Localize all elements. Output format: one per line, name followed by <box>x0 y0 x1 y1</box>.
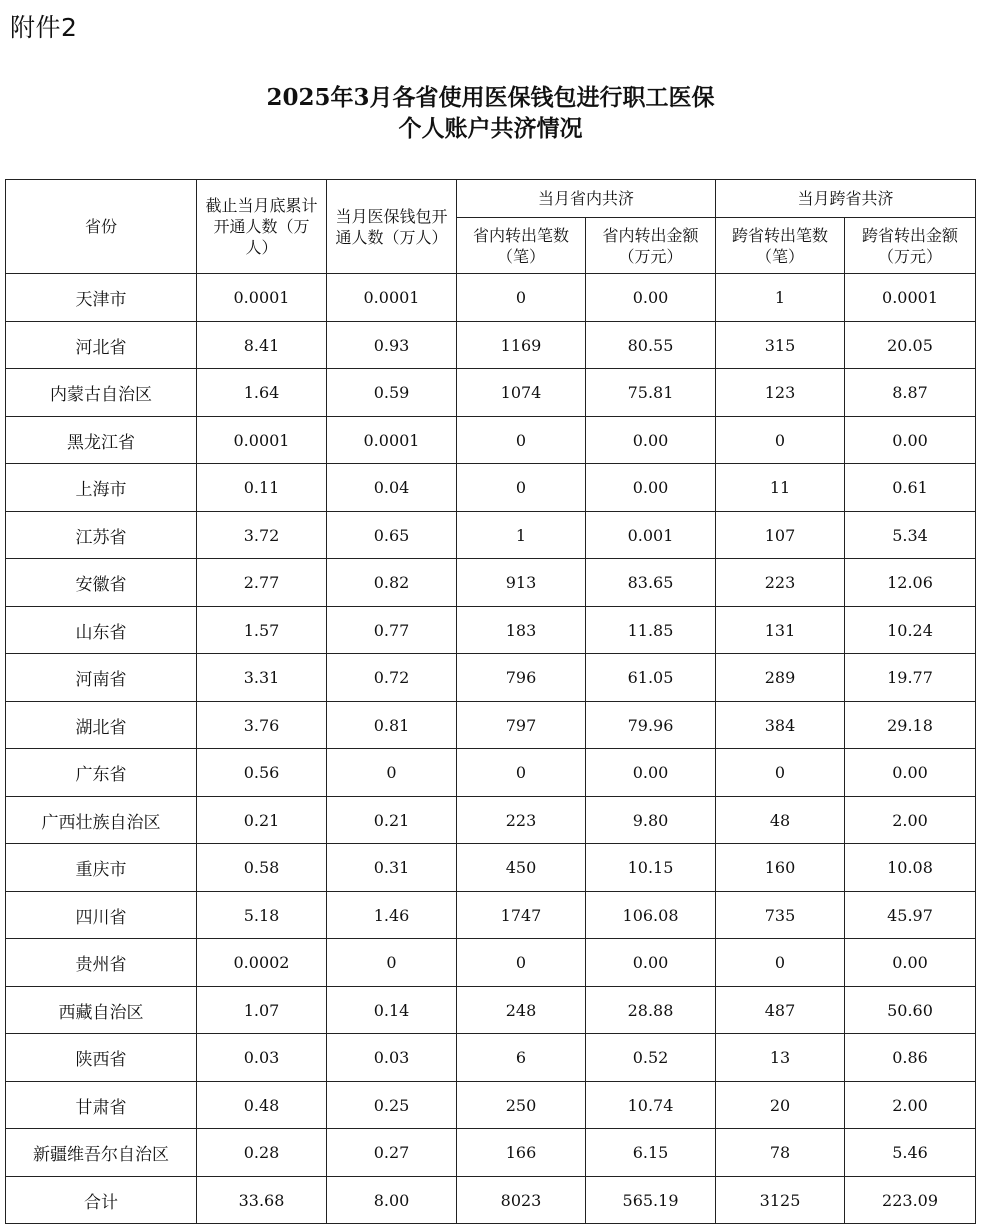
cell-cumulative: 0.11 <box>197 464 327 512</box>
cell-intra-count: 1 <box>457 512 586 559</box>
cell-intra-amount: 0.001 <box>586 512 716 559</box>
cell-monthly: 0 <box>327 939 457 987</box>
cell-intra-count: 183 <box>457 607 586 654</box>
table-row <box>6 369 976 417</box>
cell-monthly: 0.65 <box>327 512 457 559</box>
cell-cumulative: 2.77 <box>197 559 327 607</box>
cell-cumulative: 0.03 <box>197 1034 327 1082</box>
cell-cumulative: 0.21 <box>197 797 327 844</box>
cell-inter-amount: 5.34 <box>845 512 976 559</box>
table-row <box>6 654 976 702</box>
cell-province: 河南省 <box>6 654 197 702</box>
header-cumulative: 截止当月底累计开通人数（万人） <box>197 180 327 274</box>
cell-intra-count: 0 <box>457 939 586 987</box>
cell-intra-amount: 79.96 <box>586 702 716 749</box>
cell-intra-amount: 80.55 <box>586 322 716 369</box>
cell-cumulative: 3.72 <box>197 512 327 559</box>
cell-inter-amount: 12.06 <box>845 559 976 607</box>
cell-intra-amount: 10.74 <box>586 1082 716 1129</box>
cell-cumulative: 0.48 <box>197 1082 327 1129</box>
table-body <box>6 274 976 1224</box>
cell-intra-amount: 565.19 <box>586 1177 716 1224</box>
table-row <box>6 1082 976 1129</box>
header-inter-group: 当月跨省共济 <box>716 180 976 218</box>
cell-cumulative: 3.76 <box>197 702 327 749</box>
cell-cumulative: 3.31 <box>197 654 327 702</box>
cell-cumulative: 0.0002 <box>197 939 327 987</box>
cell-inter-count: 3125 <box>716 1177 845 1224</box>
table-row <box>6 987 976 1034</box>
header-intra-count: 省内转出笔数（笔） <box>457 218 586 274</box>
table-row <box>6 607 976 654</box>
cell-intra-count: 6 <box>457 1034 586 1082</box>
cell-inter-count: 13 <box>716 1034 845 1082</box>
cell-inter-amount: 29.18 <box>845 702 976 749</box>
cell-inter-amount: 10.08 <box>845 844 976 892</box>
cell-province: 甘肃省 <box>6 1082 197 1129</box>
cell-province: 上海市 <box>6 464 197 512</box>
cell-province: 广东省 <box>6 749 197 797</box>
cell-province: 山东省 <box>6 607 197 654</box>
cell-intra-count: 0 <box>457 464 586 512</box>
table-row <box>6 1129 976 1177</box>
header-monthly: 当月医保钱包开通人数（万人） <box>327 180 457 274</box>
cell-monthly: 0.59 <box>327 369 457 417</box>
cell-inter-amount: 0.00 <box>845 939 976 987</box>
cell-cumulative: 1.07 <box>197 987 327 1034</box>
cell-intra-amount: 0.00 <box>586 464 716 512</box>
cell-intra-count: 8023 <box>457 1177 586 1224</box>
cell-inter-amount: 20.05 <box>845 322 976 369</box>
cell-inter-count: 315 <box>716 322 845 369</box>
cell-inter-amount: 10.24 <box>845 607 976 654</box>
cell-inter-count: 160 <box>716 844 845 892</box>
cell-monthly: 0 <box>327 749 457 797</box>
cell-intra-count: 913 <box>457 559 586 607</box>
cell-province: 安徽省 <box>6 559 197 607</box>
document-title-line2: 个人账户共济情况 <box>398 115 583 142</box>
cell-inter-count: 1 <box>716 274 845 322</box>
cell-province: 新疆维吾尔自治区 <box>6 1129 197 1177</box>
cell-cumulative: 0.0001 <box>197 417 327 464</box>
table-row <box>6 1177 976 1224</box>
cell-inter-amount: 45.97 <box>845 892 976 939</box>
cell-inter-amount: 0.0001 <box>845 274 976 322</box>
table-row <box>6 892 976 939</box>
cell-inter-amount: 50.60 <box>845 987 976 1034</box>
cell-monthly: 0.0001 <box>327 274 457 322</box>
cell-inter-count: 735 <box>716 892 845 939</box>
cell-inter-count: 223 <box>716 559 845 607</box>
document-title-line1: 2025年3月各省使用医保钱包进行职工医保 <box>266 84 715 111</box>
cell-intra-amount: 75.81 <box>586 369 716 417</box>
cell-intra-count: 223 <box>457 797 586 844</box>
cell-monthly: 0.25 <box>327 1082 457 1129</box>
header-intra-group: 当月省内共济 <box>457 180 716 218</box>
table-row <box>6 939 976 987</box>
cell-monthly: 0.0001 <box>327 417 457 464</box>
table-row <box>6 464 976 512</box>
cell-province: 湖北省 <box>6 702 197 749</box>
cell-intra-amount: 0.00 <box>586 939 716 987</box>
cell-intra-count: 1169 <box>457 322 586 369</box>
cell-monthly: 0.77 <box>327 607 457 654</box>
cell-province: 黑龙江省 <box>6 417 197 464</box>
cell-intra-amount: 0.52 <box>586 1034 716 1082</box>
cell-monthly: 0.27 <box>327 1129 457 1177</box>
cell-cumulative: 0.58 <box>197 844 327 892</box>
cell-monthly: 0.21 <box>327 797 457 844</box>
attachment-label: 附件2 <box>10 13 78 42</box>
cell-intra-amount: 61.05 <box>586 654 716 702</box>
cell-inter-count: 289 <box>716 654 845 702</box>
cell-inter-count: 384 <box>716 702 845 749</box>
cell-inter-count: 107 <box>716 512 845 559</box>
cell-province: 西藏自治区 <box>6 987 197 1034</box>
cell-province: 河北省 <box>6 322 197 369</box>
cell-inter-count: 48 <box>716 797 845 844</box>
cell-intra-count: 797 <box>457 702 586 749</box>
header-inter-count: 跨省转出笔数（笔） <box>716 218 845 274</box>
cell-intra-count: 250 <box>457 1082 586 1129</box>
cell-intra-count: 0 <box>457 274 586 322</box>
cell-intra-amount: 10.15 <box>586 844 716 892</box>
cell-monthly: 1.46 <box>327 892 457 939</box>
cell-monthly: 0.31 <box>327 844 457 892</box>
cell-province: 合计 <box>6 1177 197 1224</box>
table-row <box>6 559 976 607</box>
cell-intra-amount: 6.15 <box>586 1129 716 1177</box>
cell-cumulative: 5.18 <box>197 892 327 939</box>
cell-inter-amount: 0.61 <box>845 464 976 512</box>
cell-province: 天津市 <box>6 274 197 322</box>
cell-intra-count: 450 <box>457 844 586 892</box>
cell-inter-count: 0 <box>716 749 845 797</box>
cell-inter-amount: 8.87 <box>845 369 976 417</box>
cell-intra-amount: 0.00 <box>586 274 716 322</box>
cell-monthly: 0.81 <box>327 702 457 749</box>
table-row <box>6 797 976 844</box>
cell-cumulative: 8.41 <box>197 322 327 369</box>
cell-inter-amount: 223.09 <box>845 1177 976 1224</box>
cell-intra-count: 166 <box>457 1129 586 1177</box>
cell-inter-amount: 2.00 <box>845 1082 976 1129</box>
cell-province: 广西壮族自治区 <box>6 797 197 844</box>
cell-cumulative: 0.0001 <box>197 274 327 322</box>
cell-inter-count: 78 <box>716 1129 845 1177</box>
table-row <box>6 1034 976 1082</box>
cell-intra-count: 1074 <box>457 369 586 417</box>
cell-inter-amount: 0.00 <box>845 749 976 797</box>
cell-intra-count: 0 <box>457 417 586 464</box>
cell-province: 重庆市 <box>6 844 197 892</box>
cell-intra-count: 0 <box>457 749 586 797</box>
cell-province: 内蒙古自治区 <box>6 369 197 417</box>
cell-cumulative: 33.68 <box>197 1177 327 1224</box>
cell-intra-count: 1747 <box>457 892 586 939</box>
cell-inter-amount: 5.46 <box>845 1129 976 1177</box>
cell-province: 陕西省 <box>6 1034 197 1082</box>
cell-inter-amount: 2.00 <box>845 797 976 844</box>
table-row <box>6 322 976 369</box>
cell-intra-amount: 11.85 <box>586 607 716 654</box>
table-row <box>6 274 976 322</box>
cell-inter-amount: 19.77 <box>845 654 976 702</box>
header-inter-amount: 跨省转出金额（万元） <box>845 218 976 274</box>
cell-monthly: 8.00 <box>327 1177 457 1224</box>
cell-inter-count: 123 <box>716 369 845 417</box>
table-row <box>6 844 976 892</box>
cell-monthly: 0.14 <box>327 987 457 1034</box>
cell-province: 江苏省 <box>6 512 197 559</box>
cell-inter-count: 0 <box>716 417 845 464</box>
table-row <box>6 702 976 749</box>
medical-wallet-table <box>5 179 976 1224</box>
cell-cumulative: 1.57 <box>197 607 327 654</box>
cell-intra-amount: 28.88 <box>586 987 716 1034</box>
cell-intra-count: 248 <box>457 987 586 1034</box>
cell-inter-count: 0 <box>716 939 845 987</box>
cell-intra-amount: 0.00 <box>586 749 716 797</box>
cell-province: 贵州省 <box>6 939 197 987</box>
cell-intra-amount: 83.65 <box>586 559 716 607</box>
cell-inter-count: 20 <box>716 1082 845 1129</box>
header-intra-amount: 省内转出金额（万元） <box>586 218 716 274</box>
cell-inter-count: 11 <box>716 464 845 512</box>
cell-province: 四川省 <box>6 892 197 939</box>
table-row <box>6 417 976 464</box>
table-row <box>6 749 976 797</box>
cell-inter-amount: 0.86 <box>845 1034 976 1082</box>
cell-monthly: 0.04 <box>327 464 457 512</box>
cell-cumulative: 0.56 <box>197 749 327 797</box>
cell-intra-amount: 106.08 <box>586 892 716 939</box>
table-row <box>6 512 976 559</box>
cell-intra-amount: 0.00 <box>586 417 716 464</box>
cell-intra-count: 796 <box>457 654 586 702</box>
cell-monthly: 0.03 <box>327 1034 457 1082</box>
cell-cumulative: 1.64 <box>197 369 327 417</box>
cell-cumulative: 0.28 <box>197 1129 327 1177</box>
cell-intra-amount: 9.80 <box>586 797 716 844</box>
cell-monthly: 0.72 <box>327 654 457 702</box>
cell-inter-count: 487 <box>716 987 845 1034</box>
header-province: 省份 <box>6 180 197 274</box>
cell-inter-count: 131 <box>716 607 845 654</box>
cell-monthly: 0.82 <box>327 559 457 607</box>
cell-inter-amount: 0.00 <box>845 417 976 464</box>
cell-monthly: 0.93 <box>327 322 457 369</box>
